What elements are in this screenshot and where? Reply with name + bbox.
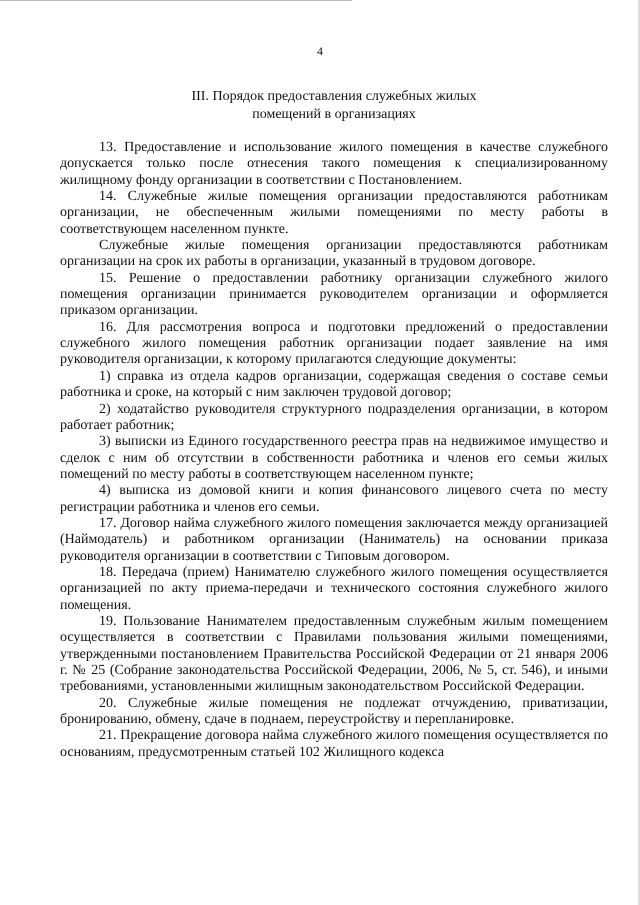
paragraph-20: 20. Служебные жилые помещения не подлежат отчуждению, приватизации, бронированию, обмену, сдаче в поднаем, переустройству и перепланировке.: [60, 695, 608, 728]
page-number: 4: [317, 44, 323, 58]
paragraph-15: 15. Решение о предоставлении работнику организации служебного жилого помещения организации принимается руководителем организации и оформляется приказом организации.: [60, 270, 608, 319]
paragraph-13: 13. Предоставление и использование жилого помещения в качестве служебного допускается только после отнесения такого помещения к специализированному жилищному фонду организации в соответствии с Постановлением.: [60, 140, 608, 188]
list-item-1: 1) справка из отдела кадров организации, содержащая сведения о составе семьи работника и сроке, на который с ним заключен трудовой договор;: [60, 368, 608, 401]
list-item-4: 4) выписка из домовой книги и копия финансового лицевого счета по месту регистрации работника и членов его семьи.: [60, 483, 608, 515]
paragraph-19: 19. Пользование Нанимателем предоставленным служебным жилым помещением осуществляется в соответствии с Правилами пользования жилыми помещениями, утвержденными постановлением Правительства Российской Федерации от 21 января 2006 г. № 25 (Собрание законодательства Российской Федерации, 2006, № 5, ст. 546), и иными требованиями, установленными жилищным законодательством Российской Федерации.: [60, 613, 608, 695]
paragraph-17: 17. Договор найма служебного жилого помещения заключается между организацией (Наймодатель) и работником организации (Наниматель) на основании приказа руководителя организации в соответствии с Типовым договором.: [60, 515, 608, 564]
paragraph-18: 18. Передача (прием) Нанимателю служебного жилого помещения осуществляется организацией по акту приема-передачи и технического состояния служебного жилого помещения.: [60, 564, 608, 613]
document-body: [60, 140, 608, 761]
paragraph-16: 16. Для рассмотрения вопроса и подготовки предложений о предоставлении служебного жилого помещения работник организации подает заявление на имя руководителя организации, к которому прилагаются следующие документы:: [60, 319, 608, 368]
list-item-3: 3) выписки из Единого государственного реестра прав на недвижимое имущество и сделок с ним об отсутствии в собственности работника и членов его семьи жилых помещений по месту работы в соответствующем населенном пункте;: [60, 434, 608, 482]
paragraph-14-continued: Служебные жилые помещения организации предоставляются работникам организации на срок их работы в организации, указанный в трудовом договоре.: [60, 238, 608, 270]
list-item-2: 2) ходатайство руководителя структурного подразделения организации, в котором работает работник;: [60, 401, 608, 433]
section-title-line-2: помещений в организациях: [252, 107, 416, 122]
section-heading: [60, 88, 608, 124]
paragraph-14: 14. Служебные жилые помещения организации предоставляются работникам организации, не обеспеченным жилыми помещениями по месту работы в соответствующем населенном пункте.: [60, 189, 608, 237]
paragraph-21: 21. Прекращение договора найма служебного жилого помещения осуществляется по основаниям, предусмотренным статьей 102 Жилищного кодекса: [60, 728, 608, 760]
section-title-line-1: III. Порядок предоставления служебных жилых: [191, 89, 477, 104]
scan-edge-line: [0, 0, 352, 1]
